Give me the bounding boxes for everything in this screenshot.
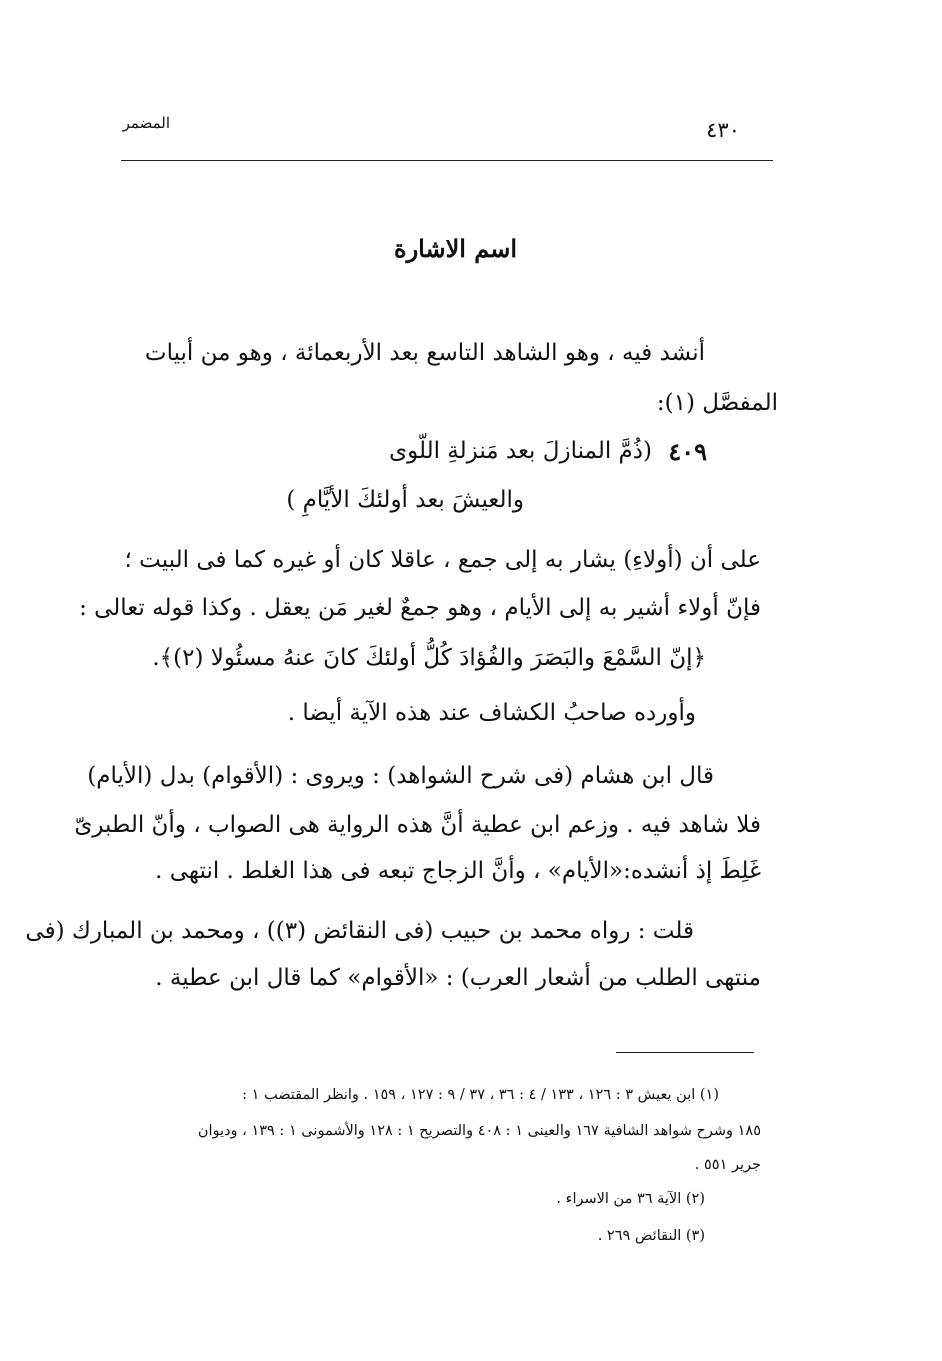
body-line: فلا شاهد فيه . وزعم ابن عطية أنَّ هذه الرواية هى الصواب ، وأنّ الطبرىّ <box>74 812 761 838</box>
body-line: على أن (أولاءِ) يشار به إلى جمع ، عاقلا كان أو غيره كما فى البيت ؛ <box>124 547 761 573</box>
footnote: ١٨٥ وشرح شواهد الشافية ١٦٧ والعينى ١ : ٤٠٨ والتصريح ١ : ١٢٨ والأشمونى ١ : ١٣٩ ، وديوان <box>197 1123 761 1139</box>
footnote: (٣) النقائض ٢٦٩ . <box>597 1228 705 1244</box>
footnote: جرير ٥٥١ . <box>694 1157 761 1173</box>
verse-hemistich: والعيشَ بعد أولئكَ الأيَّامِ ) <box>286 487 524 513</box>
header-divider <box>121 160 773 161</box>
body-line: منتهى الطلب من أشعار العرب) : «الأقوام» كما قال ابن عطية . <box>155 965 761 991</box>
verse-hemistich: (ذُمَّ المنازلَ بعد مَنزلةِ اللّوى <box>389 438 652 464</box>
footnote-divider <box>616 1052 754 1053</box>
body-line: فإنّ أولاء أشير به إلى الأيام ، وهو جمعٌ لغير مَن يعقل . وكذا قوله تعالى : <box>79 595 761 621</box>
page-number: ٤٣٠ <box>706 118 740 142</box>
body-line: المفصَّل (١): <box>656 390 778 416</box>
body-line: قلت : رواه محمد بن حبيب (فى النقائض (٣)) ، ومحمد بن المبارك (فى <box>25 918 694 944</box>
body-line: وأورده صاحبُ الكشاف عند هذه الآية أيضا . <box>287 700 696 726</box>
running-header-title: المضمر <box>122 114 170 132</box>
section-heading: اسم الاشارة <box>394 234 518 263</box>
footnote: (١) ابن يعيش ٣ : ١٢٦ ، ١٣٣ / ٤ : ٣٦ ، ٣٧ / ٩ : ١٢٧ ، ١٥٩ . وانظر المقتضب ١ : <box>242 1087 719 1103</box>
body-line: قال ابن هشام (فى شرح الشواهد) : ويروى : (الأقوام) بدل (الأيام) <box>87 763 714 789</box>
quran-quote: ﴿إنّ السَّمْعَ والبَصَرَ والفُؤادَ كُلُّ أولئكَ كانَ عنهُ مسئُولا (٢)﴾. <box>152 645 706 671</box>
body-line: أنشد فيه ، وهو الشاهد التاسع بعد الأربعمائة ، وهو من أبيات <box>144 340 705 366</box>
footnote: (٢) الآية ٣٦ من الاسراء . <box>556 1191 705 1207</box>
verse-number: ٤٠٩ <box>668 437 707 466</box>
body-line: غَلِطَ إذ أنشده:«الأيام» ، وأنَّ الزجاج تبعه فى هذا الغلط . انتهى . <box>155 858 761 884</box>
